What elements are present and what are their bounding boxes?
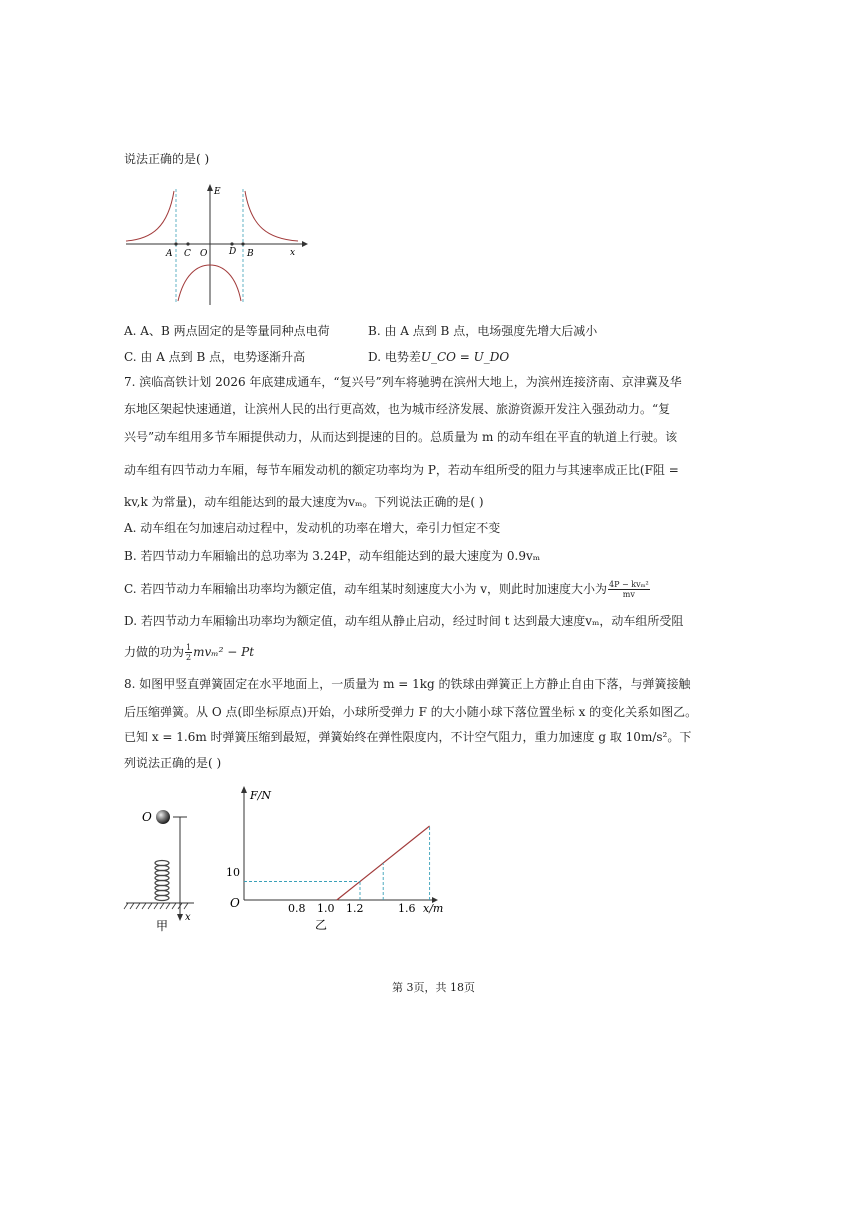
- q7-option-c: [124, 580, 651, 599]
- label-c: C: [184, 249, 191, 259]
- q7-option-b: B. 若四节动力车厢输出的总功率为 3.24P，动车组能达到的最大速度为 0.9vₘ: [124, 549, 541, 563]
- chart-x-label: x/m: [423, 902, 444, 915]
- chart-origin-label: O: [230, 896, 240, 910]
- q7-option-d-fraction: [185, 643, 192, 662]
- point-b: [241, 242, 244, 245]
- q7-option-d-text: 力做的功为: [124, 645, 185, 659]
- q8-line-2: 后压缩弹簧。从 O 点(即坐标原点)开始，小球所受弹力 F 的大小随小球下落位置坐标 x 的变化关系如图乙。: [124, 705, 698, 719]
- q7-option-c-denominator: mv: [622, 590, 635, 599]
- chart-caption: 乙: [315, 918, 328, 932]
- q7-option-c-text: C. 若四节动力车厢输出功率均为额定值，动车组某时刻速度大小为 v，则此时加速度大小为: [124, 582, 607, 596]
- q8-line-3: 已知 x = 1.6m 时弹簧压缩到最短，弹簧始终在弹性限度内，不计空气阻力，重力加速度 g 取 10m/s²。下: [124, 730, 692, 744]
- jia-caption: 甲: [156, 919, 169, 933]
- label-a: A: [166, 249, 173, 259]
- q7-option-d-line-1: D. 若四节动力车厢输出功率均为额定值，动车组从静止启动，经过时间 t 达到最大速度vₘ，动车组所受阻: [124, 614, 684, 628]
- q6-field-graph: [122, 183, 322, 308]
- point-a: [174, 242, 177, 245]
- point-c: [186, 242, 189, 245]
- chart-y-tick-label: 10: [226, 866, 240, 879]
- point-d: [230, 242, 233, 245]
- axis-label-e: E: [214, 187, 221, 197]
- q8-line-4: 列说法正确的是( ): [124, 756, 222, 770]
- q8-line-1: 8. 如图甲竖直弹簧固定在水平地面上，一质量为 m = 1kg 的铁球由弹簧正上方静止自由下落，与弹簧接触: [124, 677, 691, 691]
- jia-origin-label: O: [142, 810, 152, 824]
- jia-axis-label: x: [185, 912, 191, 923]
- q7-line-4: 动车组有四节动力车厢，每节车厢发动机的额定功率均为 P，若动车组所受的阻力与其速率成正比(F阻 =: [124, 463, 679, 477]
- q6-option-d-formula: U_CO = U_DO: [420, 350, 510, 364]
- q7-option-d-formula: mvₘ² − Pt: [193, 645, 255, 659]
- figure-jia-spring: [122, 800, 212, 960]
- q7-line-5: kv,k 为常量)，动车组能达到的最大速度为vₘ。下列说法正确的是( ): [124, 495, 484, 509]
- chart-y-label: F/N: [250, 789, 271, 802]
- q7-option-c-fraction: [608, 580, 650, 599]
- q7-line-2: 东地区架起快速通道，让滨州人民的出行更高效，也为城市经济发展、旅游资源开发注入强劲动力。“复: [124, 402, 671, 416]
- figure-yi-force-chart: [222, 780, 452, 940]
- axis-label-x: x: [290, 248, 296, 258]
- chart-x-tick-label-1: 1.0: [317, 902, 335, 915]
- chart-x-tick-label-2: 1.2: [346, 902, 364, 915]
- chart-x-tick-label-3: 1.6: [398, 902, 416, 915]
- label-b: B: [247, 249, 254, 259]
- q6-option-a: A. A、B 两点固定的是等量同种点电荷: [124, 324, 330, 338]
- label-o: O: [200, 249, 208, 259]
- spring-coil: [155, 861, 169, 901]
- q6-stem-tail: 说法正确的是( ): [124, 152, 210, 166]
- iron-ball: [156, 810, 170, 824]
- q7-option-a: A. 动车组在匀加速启动过程中，发动机的功率在增大，牵引力恒定不变: [124, 521, 501, 535]
- q6-option-c: C. 由 A 点到 B 点，电势逐渐升高: [124, 350, 306, 364]
- q7-option-c-numerator: 4P − kvₘ²: [608, 580, 649, 589]
- q7-option-d-denominator: 2: [186, 653, 192, 662]
- q6-option-d: [368, 349, 509, 365]
- q7-option-d-line-2: [124, 643, 254, 662]
- label-d: D: [229, 247, 237, 257]
- q7-option-d-numerator: 1: [186, 643, 192, 652]
- q7-line-1: 7. 滨临高铁计划 2026 年底建成通车，“复兴号”列车将驰骋在滨州大地上，为滨州连接济南、京津冀及华: [124, 375, 682, 389]
- q7-line-3: 兴号”动车组用多节车厢提供动力，从而达到提速的目的。总质量为 m 的动车组在平直的轨道上行驶。该: [124, 430, 678, 444]
- chart-x-tick-label-0: 0.8: [288, 902, 306, 915]
- page-footer: 第 3页，共 18页: [392, 981, 475, 994]
- q6-option-d-text: D. 电势差: [368, 350, 421, 364]
- q6-option-b: B. 由 A 点到 B 点，电场强度先增大后减小: [368, 324, 598, 338]
